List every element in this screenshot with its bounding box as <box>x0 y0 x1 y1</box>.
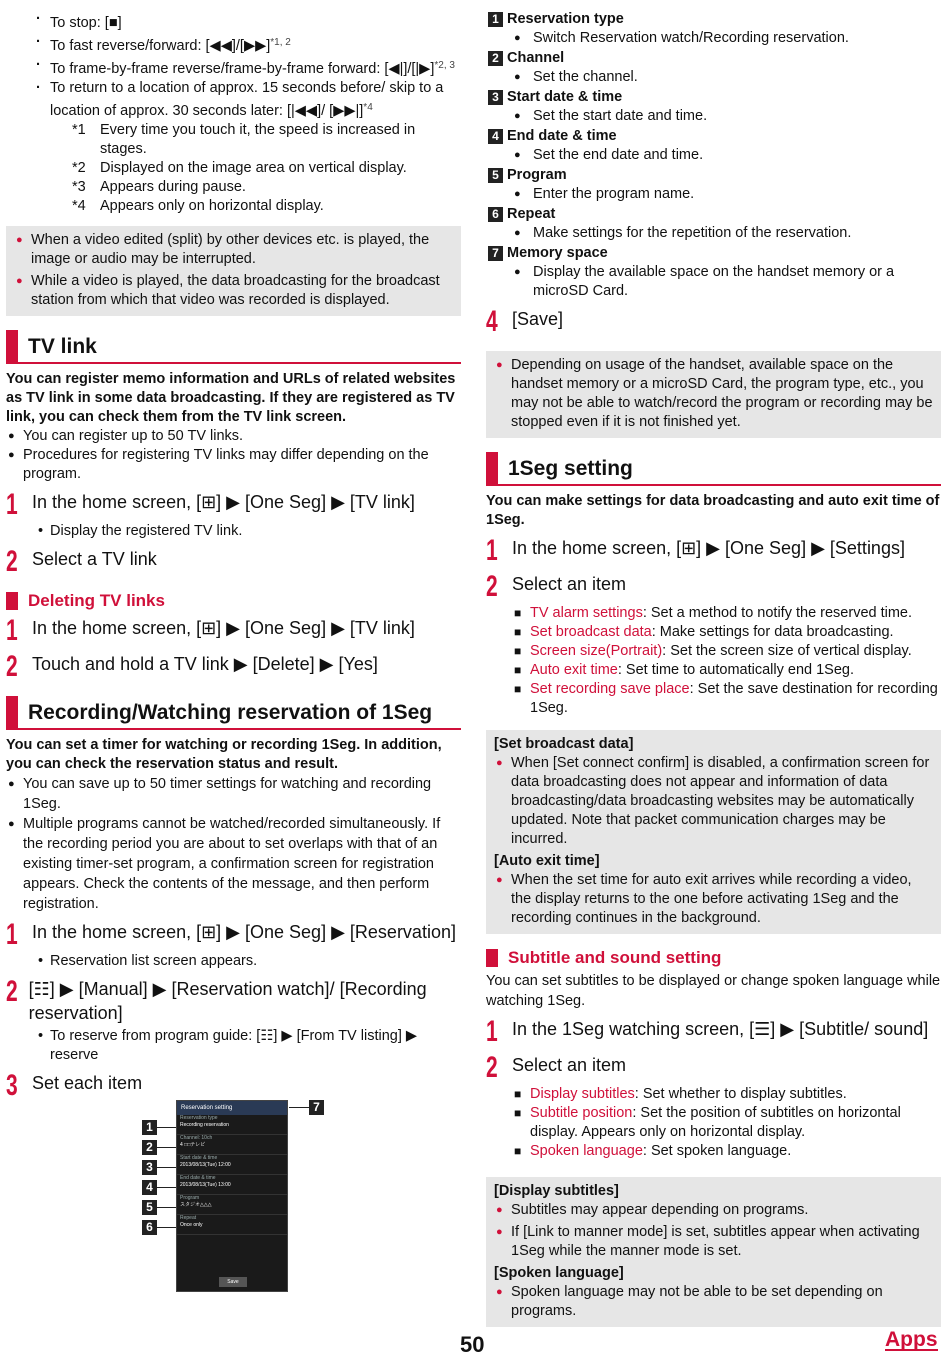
option-item: ■ Screen size(Portrait): Set the screen size of vertical display. <box>512 642 941 661</box>
step-1: 1 In the home screen, [⊞] ▶ [One Seg] ▶ [Settings] <box>486 534 905 567</box>
note-heading: [Display subtitles] <box>494 1183 619 1199</box>
footnote: *2 Displayed on the image area on vertical display. <box>72 160 407 176</box>
list-item: ● You can register up to 50 TV links. <box>6 427 461 446</box>
screenshot-header: Reservation setting <box>177 1101 287 1115</box>
footnote: *3 Appears during pause. <box>72 179 246 195</box>
callout-line <box>157 1227 176 1228</box>
section-tab-apps[interactable]: Apps <box>885 1328 938 1351</box>
note-heading: [Spoken language] <box>494 1265 624 1281</box>
footnote: *1 Every time you touch it, the speed is increased in stages. <box>72 122 416 157</box>
section-lead: You can set subtitles to be displayed or change spoken language while watching 1Seg. <box>486 973 941 1009</box>
page-number: 50 <box>460 1332 485 1357</box>
callout-2: 2 <box>142 1140 157 1155</box>
screenshot-row: Channel: 10ch 4 □□テレビ <box>177 1135 287 1155</box>
step-2: 2 Select an item <box>486 1051 627 1084</box>
reservation-item-6: 6 Repeat ● Make settings for the repetition of the reservation. <box>511 205 941 243</box>
step-1: 1 In the home screen, [⊞] ▶ [One Seg] ▶ [TV link] <box>6 614 415 647</box>
screenshot-row: End date & time 2013/08/13(Tue) 13:00 <box>177 1175 287 1195</box>
section-heading-1seg-setting: 1Seg setting <box>486 452 941 486</box>
note-box <box>486 351 941 438</box>
step-2: 2 Select an item <box>486 570 627 603</box>
list-item: · To fast reverse/forward: [◀◀]/[▶▶]$^{*1, 2}$ <box>36 33 461 56</box>
callout-line <box>157 1167 176 1168</box>
callout-line <box>157 1207 176 1208</box>
section-lead: You can register memo information and URLs of related websites as TV link in some data broadcasting. If they are registered as TV link, you can check them from the TV link screen. <box>6 371 456 425</box>
callout-line <box>289 1107 309 1108</box>
step-detail: • Reservation list screen appears. <box>6 952 461 971</box>
option-item: ■ TV alarm settings: Set a method to notify the reserved time. <box>512 604 941 623</box>
step-2: 2 [☷] ▶ [Manual] ▶ [Reservation watch]/ [Recording reservation] <box>6 975 427 1023</box>
option-item: ■ Display subtitles: Set whether to display subtitles. <box>512 1085 941 1104</box>
step-4: 4 [Save] <box>486 305 564 338</box>
step-2: 2 Touch and hold a TV link ▶ [Delete] ▶ [Yes] <box>6 650 378 683</box>
option-item: ■ Subtitle position: Set the position of subtitles on horizontal display. Appears only on horizontal display. <box>512 1104 941 1142</box>
footnotes <box>6 121 461 216</box>
note-box <box>486 1177 941 1327</box>
right-column <box>486 10 941 1335</box>
callout-5: 5 <box>142 1200 157 1215</box>
subtitle-options <box>486 1085 941 1161</box>
step-1: 1 In the 1Seg watching screen, [☰] ▶ [Subtitle/ sound] <box>486 1015 929 1048</box>
subheading-deleting-tv-links: Deleting TV links <box>6 591 461 610</box>
playback-controls-list <box>6 10 461 121</box>
reservation-item-3: 3 Start date & time ● Set the start date and time. <box>511 88 941 126</box>
callout-line <box>157 1127 176 1128</box>
list-item: · To frame-by-frame reverse/frame-by-frame forward: [◀|]/[|▶]$^{*2, 3}$ <box>36 56 461 79</box>
step-detail: • Display the registered TV link. <box>6 522 461 541</box>
step-2: 2 Select a TV link <box>6 545 157 578</box>
screenshot-row: Program スタジオ△△△ <box>177 1195 287 1215</box>
section-heading-tv-link: TV link <box>6 330 461 364</box>
section-lead: You can set a timer for watching or recording 1Seg. In addition, you can check the reservation status and result. <box>6 737 442 772</box>
list-item: · To stop: [■] <box>36 10 461 33</box>
reservation-item-7: 7 Memory space ● Display the available space on the handset memory or a microSD Card. <box>511 244 941 301</box>
footnote: *4 Appears only on horizontal display. <box>72 198 324 214</box>
list-item: · To return to a location of approx. 15 seconds before/ skip to a location of approx. 30 seconds later: [|◀◀]/ [▶▶|]$^{*4}$ <box>36 79 461 121</box>
callout-6: 6 <box>142 1220 157 1235</box>
note-item: ● When a video edited (split) by other devices etc. is played, the image or audio may be interrupted. <box>14 231 453 269</box>
callout-7: 7 <box>309 1100 324 1115</box>
section-heading-recording: Recording/Watching reservation of 1Seg <box>6 696 461 730</box>
callout-line <box>157 1147 176 1148</box>
screenshot-row: Repeat Once only <box>177 1215 287 1235</box>
list-item: ● Procedures for registering TV links may differ depending on the program. <box>6 446 461 484</box>
reservation-setting-screenshot <box>176 1100 288 1292</box>
note-heading: [Set broadcast data] <box>494 736 634 752</box>
reservation-item-1: 1 Reservation type ● Switch Reservation watch/Recording reservation. <box>511 10 941 48</box>
callout-1: 1 <box>142 1120 157 1135</box>
setting-options <box>486 604 941 718</box>
step-1: 1 In the home screen, [⊞] ▶ [One Seg] ▶ [Reservation] <box>6 918 456 951</box>
callout-3: 3 <box>142 1160 157 1175</box>
left-column <box>6 10 461 1103</box>
screenshot-save-button: Save <box>219 1277 247 1287</box>
option-item: ■ Spoken language: Set spoken language. <box>512 1142 941 1161</box>
note-item: ● Spoken language may not be able to be set depending on programs. <box>494 1283 933 1321</box>
callout-line <box>157 1187 176 1188</box>
list-item: ● You can save up to 50 timer settings for watching and recording 1Seg. <box>6 774 461 814</box>
callout-4: 4 <box>142 1180 157 1195</box>
step-detail: • To reserve from program guide: [☷] ▶ [From TV listing] ▶ reserve <box>6 1027 461 1065</box>
reservation-item-2: 2 Channel ● Set the channel. <box>511 49 941 87</box>
option-item: ■ Auto exit time: Set time to automatically end 1Seg. <box>512 661 941 680</box>
screenshot-row: Reservation type Recording reservation <box>177 1115 287 1135</box>
note-item: ● When the set time for auto exit arrives while recording a video, the display returns to the one before activating 1Seg and the recording continues in the background. <box>494 871 933 928</box>
note-box <box>6 226 461 316</box>
reservation-item-5: 5 Program ● Enter the program name. <box>511 166 941 204</box>
note-item: ● Subtitles may appear depending on programs. <box>494 1201 933 1220</box>
reservation-item-4: 4 End date & time ● Set the end date and time. <box>511 127 941 165</box>
subheading-subtitle-sound: Subtitle and sound setting <box>486 948 941 967</box>
note-item: ● When [Set connect confirm] is disabled, a confirmation screen for data broadcasting does not appear and information of data broadcasting/data broadcasting websites may be automatically updated. Note that packet communication charges may be incurred. <box>494 754 933 849</box>
step-3: 3 Set each item <box>6 1069 143 1102</box>
note-item: ● While a video is played, the data broadcasting for the broadcast station from which that video was recorded is displayed. <box>14 272 453 310</box>
note-heading: [Auto exit time] <box>494 853 600 869</box>
list-item: ● Multiple programs cannot be watched/recorded simultaneously. If the recording period you are about to set overlaps with that of an existing timer-set program, a confirmation screen for registration appears. Check the contents of the message, and then perform registration. <box>6 814 461 914</box>
note-item: ● If [Link to manner mode] is set, subtitles appear when activating 1Seg while the manner mode is set. <box>494 1223 933 1261</box>
step-1: 1 In the home screen, [⊞] ▶ [One Seg] ▶ [TV link] <box>6 488 415 521</box>
screenshot-row: Start date & time 2013/08/13(Tue) 12:00 <box>177 1155 287 1175</box>
section-lead: You can make settings for data broadcasting and auto exit time of 1Seg. <box>486 493 940 528</box>
option-item: ■ Set recording save place: Set the save destination for recording 1Seg. <box>512 680 941 718</box>
note-box <box>486 730 941 934</box>
note-item: ● Depending on usage of the handset, available space on the handset memory or a microSD Card, the program type, etc., you may not be able to watch/record the program or recording may be stopped even if it is not finished yet. <box>494 356 933 432</box>
option-item: ■ Set broadcast data: Make settings for data broadcasting. <box>512 623 941 642</box>
